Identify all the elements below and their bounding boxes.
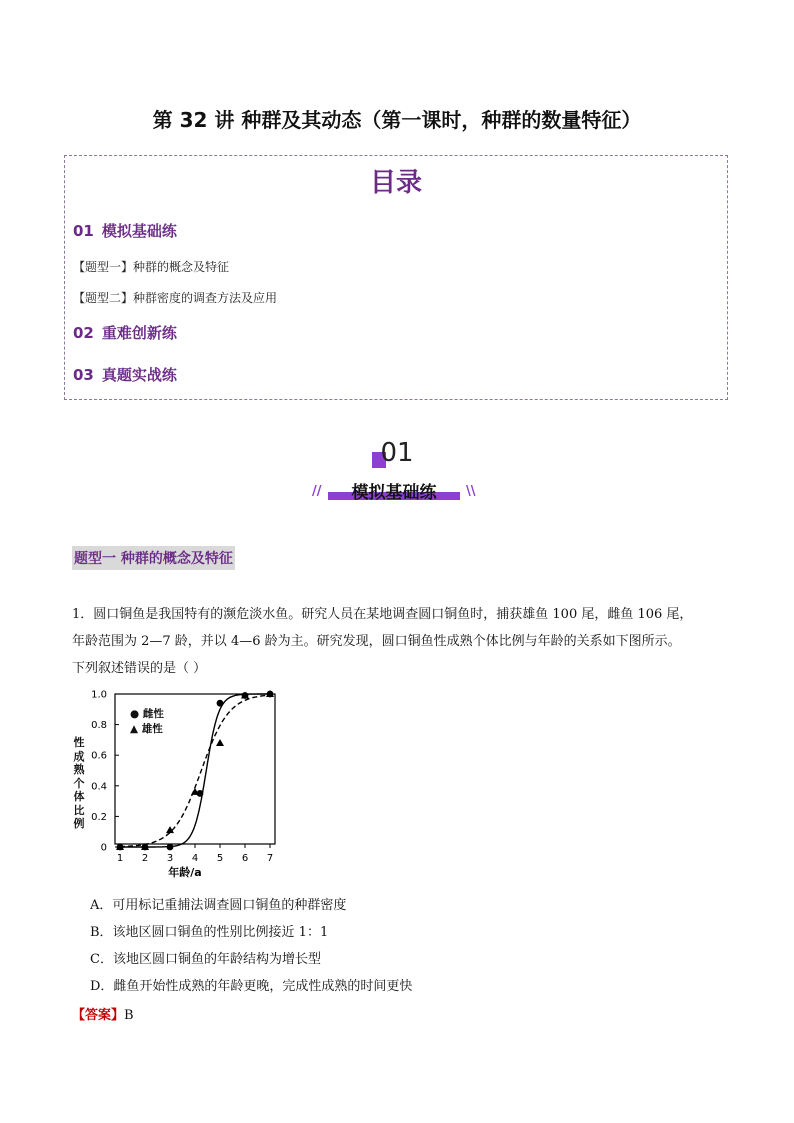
option-b[interactable]: B．该地区圆口铜鱼的性别比例接近 1：1 bbox=[90, 925, 329, 940]
y-axis-label: 性成熟个体比例 bbox=[73, 736, 85, 830]
option-c[interactable]: C．该地区圆口铜鱼的年龄结构为增长型 bbox=[90, 952, 321, 967]
type-heading: 题型一 种群的概念及特征 bbox=[72, 546, 235, 570]
female-data-point bbox=[167, 844, 174, 851]
question-line-3: 下列叙述错误的是（ ） bbox=[72, 661, 207, 676]
female-data-point bbox=[217, 700, 224, 707]
answer-value: B bbox=[124, 1008, 134, 1023]
y-tick-label: 1.0 bbox=[91, 689, 107, 701]
table-of-contents bbox=[64, 155, 728, 400]
toc-subitem-type2[interactable]: 【题型二】种群密度的调查方法及应用 bbox=[73, 291, 278, 305]
toc-item-label: 模拟基础练 bbox=[101, 222, 177, 240]
question-line-2: 年龄范围为 2—7 龄，并以 4—6 龄为主。研究发现，圆口铜鱼性成熟个体比例与年龄的关系如下图所示。 bbox=[72, 634, 681, 649]
maturity-chart bbox=[70, 684, 290, 884]
y-tick-label: 0.2 bbox=[91, 811, 107, 823]
y-tick-label: 0.6 bbox=[91, 750, 107, 762]
legend-male-label: 雄性 bbox=[141, 723, 163, 735]
x-tick-label: 1 bbox=[116, 853, 124, 864]
toc-item-number: 03 bbox=[73, 366, 94, 384]
section-number: 01 bbox=[380, 438, 414, 468]
toc-item-label: 真题实战练 bbox=[101, 366, 177, 384]
section-title: 模拟基础练 bbox=[351, 483, 437, 503]
legend-female-label: 雌性 bbox=[142, 708, 164, 720]
male-data-point bbox=[216, 739, 224, 746]
x-tick-label: 2 bbox=[141, 853, 149, 864]
x-tick-label: 6 bbox=[241, 853, 249, 864]
question-line-1: 1．圆口铜鱼是我国特有的濒危淡水鱼。研究人员在某地调查圆口铜鱼时，捕获雄鱼 100 尾，雌鱼 106 尾， bbox=[72, 607, 693, 622]
x-tick-label: 4 bbox=[191, 853, 199, 864]
section-left-decoration: // bbox=[312, 484, 322, 499]
toc-item-03[interactable] bbox=[73, 364, 177, 385]
x-tick-label: 3 bbox=[166, 853, 174, 864]
y-tick-label: 0.8 bbox=[91, 720, 107, 732]
toc-item-number: 02 bbox=[73, 324, 94, 342]
y-tick-label: 0 bbox=[100, 842, 107, 854]
answer-tag: 【答案】 bbox=[72, 1008, 125, 1023]
toc-item-number: 01 bbox=[73, 222, 94, 240]
section-right-decoration: \\ bbox=[466, 484, 476, 499]
toc-heading: 目录 bbox=[369, 168, 422, 198]
answer bbox=[72, 1004, 134, 1023]
legend-male: ▲ 雄性 bbox=[130, 723, 163, 735]
toc-item-01[interactable] bbox=[73, 220, 177, 241]
legend-female: ● 雌性 bbox=[130, 708, 164, 720]
chart-svg bbox=[70, 684, 290, 884]
toc-item-label: 重难创新练 bbox=[101, 324, 177, 342]
x-axis-label: 年龄/a bbox=[168, 866, 202, 879]
x-tick-label: 5 bbox=[216, 853, 224, 864]
y-tick-label: 0.4 bbox=[91, 781, 107, 793]
x-tick-label: 7 bbox=[266, 853, 274, 864]
section-banner bbox=[328, 478, 460, 503]
toc-item-02[interactable] bbox=[73, 322, 177, 343]
option-a[interactable]: A．可用标记重捕法调查圆口铜鱼的种群密度 bbox=[90, 898, 347, 913]
option-d[interactable]: D．雌鱼开始性成熟的年龄更晚，完成性成熟的时间更快 bbox=[90, 979, 413, 994]
page-title: 第 32 讲 种群及其动态（第一课时，种群的数量特征） bbox=[152, 108, 642, 132]
toc-subitem-type1[interactable]: 【题型一】种群的概念及特征 bbox=[73, 260, 230, 274]
